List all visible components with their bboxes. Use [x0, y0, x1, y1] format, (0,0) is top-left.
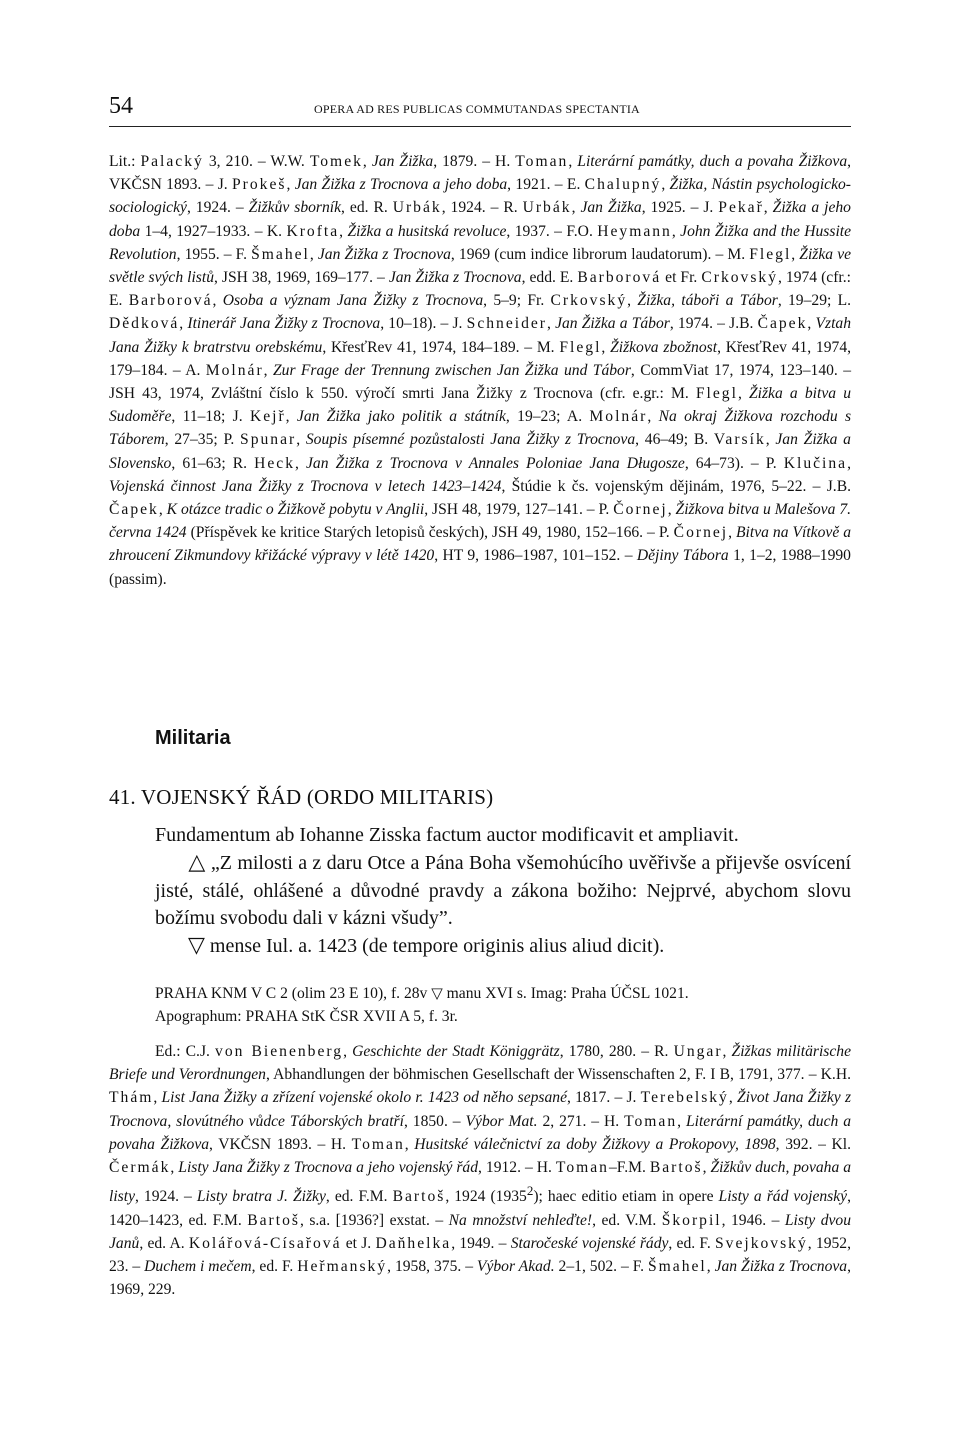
text-run: , 19–23; A. [505, 408, 590, 426]
text-run: , [179, 315, 188, 333]
text-run: , [170, 1159, 179, 1177]
text-run: , 1924. – R. [441, 199, 523, 217]
journal-title: OPERA AD RES PUBLICAS COMMUTANDAS SPECTANTIA [314, 102, 640, 116]
text-run: , VKČSN 1893. – H. [209, 1135, 352, 1153]
title-italic: Žižkův sborník [248, 199, 342, 217]
title-italic: Vztah Jana Žižky k bratrstvu orebskému [109, 315, 852, 356]
title-italic: Jan Žižka z Trocnova [714, 1258, 848, 1276]
page-number: 54 [109, 93, 133, 119]
title-italic: Jan Žižka z Trocnova [388, 269, 522, 287]
manuscript-block [155, 982, 851, 1028]
section-heading: Militaria [155, 727, 231, 749]
author-name: Bartoš [392, 1188, 446, 1206]
text-run: , 64–73). – P. [684, 454, 784, 472]
text-run: , [737, 385, 749, 403]
title-italic: Listy dvou Janů [109, 1211, 851, 1252]
author-name: Palacký [140, 153, 204, 170]
title-italic: Literární památky, duch a povaha Žižkova [109, 1112, 852, 1153]
title-italic: Žižkas militärische Briefe und Verordnungen [109, 1043, 851, 1084]
text-run: , [661, 176, 670, 194]
text-run: , [153, 1089, 162, 1107]
author-name: Svejkovský [714, 1234, 808, 1252]
author-name: Čornej [613, 501, 668, 519]
text-run: , [263, 361, 273, 379]
text-run: , [728, 1089, 737, 1107]
title-italic: Husitské válečnictví za doby Žižkovy a Prokopovy, 1898 [414, 1135, 776, 1153]
text-run: , [296, 431, 306, 449]
title-italic: Duchem i mečem [144, 1258, 252, 1276]
text-run: 1–4, 1927–1933. – K. [140, 222, 287, 240]
title-italic: Výbor Akad. [476, 1258, 555, 1276]
title-italic: List Jana Žižky a zřízení vojenské okolo r. 1423 od něho sepsané [161, 1089, 568, 1107]
title-italic: Jan Žižka [371, 153, 434, 170]
author-name: Tomek [309, 153, 363, 170]
author-name: Daňhelka [375, 1234, 452, 1252]
author-name: Toman [351, 1135, 405, 1153]
author-name: Kolářová-Císařová [188, 1234, 342, 1252]
text-run: , 1912. – H. [478, 1159, 556, 1177]
text-run: et J. [341, 1234, 376, 1252]
text-run: , ed. R. [341, 199, 393, 217]
text-run: , Štúdie k čs. vojenským dějinám, 1976, 5–22. – J.B. [501, 477, 851, 495]
author-name: Šmahel [251, 245, 310, 263]
author-name: Ungar [673, 1043, 723, 1060]
text-run: , 61–63; R. [171, 454, 255, 472]
text-run: , [286, 176, 295, 194]
title-italic: Žižka, Nástin psychologicko-sociologický [109, 176, 852, 217]
text-run: , [404, 1135, 415, 1153]
author-name: Flegl [559, 338, 602, 356]
manuscript-triangle-icon: ▽ [431, 984, 443, 1002]
title-italic: Jan Žižka a Slovensko [109, 431, 851, 472]
title-italic: Dějiny Tábora [636, 547, 729, 565]
text-run: , 1924. – [135, 1188, 197, 1206]
author-name: von Bienenberg [215, 1043, 344, 1060]
author-name: Barborová [128, 292, 213, 310]
text-run: , [765, 431, 776, 449]
title-italic: Listy a řád vojenský [718, 1188, 848, 1206]
author-name: Kejř [249, 408, 286, 426]
text-run: , [295, 454, 306, 472]
title-italic: Listy Jana Žižky z Trocnova a jeho vojenský řád [178, 1159, 479, 1177]
title-italic: K otázce tradic o Žižkově pobytu v Anglii [166, 501, 425, 519]
text-run: , KřesťRev 41, 1974, 179–184. – A. [109, 338, 852, 379]
title-italic: Jan Žižka z Trocnova [317, 245, 451, 263]
author-name: Pekař [718, 199, 764, 217]
title-italic: Itinerář Jana Žižky z Trocnova [187, 315, 381, 333]
text-run: , ed. F.M. [325, 1188, 393, 1206]
title-italic: Žižka a husitská revoluce [347, 222, 507, 240]
text-run: –F.M. [608, 1159, 650, 1177]
author-name: Čapek [109, 501, 159, 519]
incipit-block [155, 822, 851, 960]
incipit-start-triangle-icon: △ [188, 850, 206, 876]
incipit-end-triangle-icon: ▽ [188, 933, 205, 959]
text-run: , CommViat 17, 1974, 123–140. – JSH 43, 1974, Zvláštní číslo k 550. výročí smrti Jana Žižky z Trocnova (cfr. e.gr.: M. [109, 361, 851, 403]
text-run: , [722, 1043, 732, 1060]
text-run: , [702, 1159, 711, 1177]
title-italic: Žižka ve světle svých listů [109, 245, 852, 287]
title-italic: Zur Frage der Trennung zwischen Jan Žižka und Tábor [272, 361, 631, 379]
text-run: , ed. V.M. [592, 1211, 662, 1229]
document-title: 41. VOJENSKÝ ŘÁD (ORDO MILITARIS) [109, 785, 494, 809]
title-italic: Listy bratra J. Žižky [196, 1188, 326, 1206]
title-italic: Žižka a bitva u Sudoměře [109, 385, 851, 426]
incipit-end-text: mense Iul. a. 1423 (de tempore originis alius aliud dicit). [209, 935, 665, 958]
author-name: Škorpil [661, 1211, 722, 1229]
manuscript-line2: Apographum: PRAHA StK ČSR XVII A 5, f. 3r. [155, 1008, 458, 1026]
text-run: , [706, 1258, 715, 1276]
author-name: Urbák [522, 199, 572, 217]
text-run: , [847, 454, 851, 472]
author-name: Flegl [749, 245, 792, 263]
text-run: , [309, 245, 318, 263]
title-italic: Vojenská činnost Jana Žižky z Trocnova v letech 1423–1424 [109, 477, 502, 495]
text-run: , 1925. – J. [641, 199, 719, 217]
author-name: Šmahel [647, 1258, 707, 1276]
text-run: , 1924. – [186, 199, 249, 217]
text-run: , [728, 524, 737, 542]
text-run: , 1946. – [721, 1211, 785, 1229]
text-run: 2, 271. – H. [537, 1112, 625, 1130]
text-run: , [647, 408, 659, 426]
text-run: , [807, 315, 816, 333]
text-run: , 1974. – J.B. [669, 315, 758, 333]
title-italic: Jan Žižka a Tábor [555, 315, 670, 333]
text-run: Lit.: [109, 153, 141, 170]
author-name: Barborová [577, 269, 662, 287]
text-run: , 1420–1423, ed. F.M. [109, 1188, 851, 1229]
author-name: Dědková [109, 315, 180, 333]
text-run: , ed. F. [251, 1258, 298, 1276]
title-italic: Jan Žižka [580, 199, 642, 217]
author-name: Heymann [597, 222, 672, 240]
author-name: Schneider [466, 315, 547, 333]
title-italic: Na okraj Žižkova rozchodu s Táborem [109, 408, 852, 449]
title-italic: Jan Žižka z Trocnova v Annales Poloniae Jana Długosze [305, 454, 685, 472]
text-run: , [671, 222, 681, 240]
text-run: , [547, 315, 556, 333]
text-run: , [667, 501, 676, 519]
title-italic: Žižka a jeho doba [109, 199, 851, 240]
text-run: , [362, 153, 372, 170]
title-italic: Geschichte der Stadt Königgrätz [352, 1043, 560, 1060]
title-italic: Žižkův duch, povaha a listy [109, 1159, 852, 1206]
author-name: Thám [109, 1089, 154, 1107]
title-italic: Jan Žižka jako politik a státník [296, 408, 506, 426]
editions-paragraph [109, 1040, 851, 1301]
title-italic: Jan Žižka z Trocnova a jeho doba [294, 176, 508, 194]
text-run: , [763, 199, 773, 217]
author-name: Heřmanský [297, 1258, 388, 1276]
author-name: Krofta [286, 222, 340, 240]
text-run: , 1780, 280. – R. [559, 1043, 674, 1060]
author-name: Molnár [205, 361, 264, 379]
text-run: , JSH 38, 1969, 169–177. – [214, 269, 389, 287]
text-run: , [285, 408, 297, 426]
text-run: , edd. E. [521, 269, 578, 287]
author-name: Toman [624, 1112, 678, 1130]
text-run: , [601, 338, 611, 356]
text-run: , JSH 48, 1979, 127–141. – P. [424, 501, 614, 519]
incipit-note: Fundamentum ab Iohanne Zisska factum auctor modificavit et ampliavit. [155, 824, 739, 846]
text-run: , ed. A. [139, 1234, 189, 1252]
text-run: , [339, 222, 348, 240]
author-name: Toman [555, 1159, 609, 1177]
text-run: , [677, 1112, 686, 1130]
text-run: , [568, 153, 578, 170]
author-name: Čapek [757, 315, 808, 333]
author-name: Bartoš [649, 1159, 703, 1177]
author-name: Crkovský [550, 292, 628, 310]
text-run: et Fr. [661, 269, 702, 287]
author-name: Urbák [392, 199, 442, 217]
text-run: 2–1, 502. – F. [554, 1258, 648, 1276]
author-name: Čornej [673, 524, 729, 542]
text-run: (Příspěvek ke kritice Starých letopisů českých), JSH 49, 1980, 152–166. – P. [186, 524, 674, 542]
text-run: , KřesťRev 41, 1974, 184–189. – M. [322, 338, 560, 356]
text-run: , 10–18). – J. [380, 315, 467, 333]
author-name: Terebelský [640, 1089, 729, 1107]
title-italic: Žižkova zbožnost [610, 338, 718, 356]
text-run: , 1937. – F.O. [506, 222, 598, 240]
author-name: Flegl [695, 385, 738, 403]
text-run: ); haec editio etiam in opere [533, 1188, 719, 1206]
text-run: , 46–49; B. [635, 431, 714, 449]
author-name: Heck [254, 454, 295, 472]
author-name: Crkovský [701, 269, 778, 287]
author-name: Toman [515, 153, 569, 170]
text-run: , 19–29; L. [777, 292, 852, 310]
text-run: , [212, 292, 223, 310]
text-run: , 11–18; J. [171, 408, 250, 426]
title-italic: Bitva na Vítkově a zhroucení Zikmundovy křižácké výpravy v létě 1420 [109, 524, 852, 565]
literature-paragraph [109, 150, 851, 591]
title-italic: Život Jana Žižky z Trocnova, slovútného vůdce Táborských bratří [109, 1089, 852, 1130]
text-run: , HT 9, 1986–1987, 101–152. – [434, 547, 637, 565]
text-run: , [343, 1043, 353, 1060]
text-run: 1, 1–2, 1988–1990 (passim). [109, 547, 851, 588]
title-italic: Osoba a význam Jana Žižky z Trocnova [222, 292, 484, 310]
title-italic: Staročeské vojenské řády [510, 1234, 669, 1252]
text-run: , 1974 (cfr.: E. [109, 269, 851, 310]
text-run: , 1850. – [403, 1112, 466, 1130]
text-run: , 1921. – E. [507, 176, 585, 194]
text-run: , 1817. – J. [567, 1089, 641, 1107]
superscript: 2 [526, 1183, 534, 1199]
title-italic: Literární památky, duch a povaha Žižkova [577, 153, 848, 170]
text-run: , Abhandlungen der böhmischen Gesellschaft der Wissenschaften 2, F. I B, 1791, 377. – K.H. [265, 1066, 851, 1084]
incipit-start-text: „Z milosti a z daru Otce a Pána Boha všemohúcího uvěřivše a přijevše osvícení jisté, stálé, ohlášené a důvodné pravdy a zákona božiho: Nejprvé, abychom slovu božímu svobodu dali v kázni všudy”. [155, 852, 852, 929]
text-run: , 1958, 375. – [387, 1258, 477, 1276]
title-italic: Soupis písemné pozůstalosti Jana Žižky z Trocnova [305, 431, 636, 449]
running-head [109, 92, 851, 127]
text-run: , 1969 (cum indice librorum laudatorum). – M. [450, 245, 750, 263]
text-run: , ed. F. [668, 1234, 715, 1252]
text-run: , 1955. – F. [176, 245, 252, 263]
title-italic: Na množství nehleďte! [448, 1211, 593, 1229]
author-name: Prokeš [232, 176, 287, 194]
text-run: , 1924 (1935 [445, 1188, 527, 1206]
manuscript-line1-after: manu XVI s. Imag: Praha ÚČSL 1021. [442, 985, 689, 1002]
author-name: Bartoš [247, 1211, 300, 1229]
title-italic: John Žižka and the Hussite Revolution [109, 222, 852, 263]
author-name: Chalupný [584, 176, 662, 194]
author-name: Klučina [783, 454, 848, 472]
text-run: , 5–9; Fr. [483, 292, 551, 310]
text-run: , 1879. – H. [433, 153, 516, 170]
author-name: Molnár [589, 408, 648, 426]
manuscript-line1-before: PRAHA KNM V C 2 (olim 23 E 10), f. 28v [155, 985, 432, 1002]
text-run: 3, 210. – W.W. [203, 153, 310, 170]
author-name: Čermák [109, 1159, 171, 1177]
text-run: , 1969, 229. [109, 1258, 851, 1299]
text-run: , [791, 245, 800, 263]
author-name: Spunar [240, 431, 297, 449]
text-run: , [571, 199, 581, 217]
text-run: Ed.: C.J. [155, 1043, 216, 1060]
author-name: Varsík [713, 431, 766, 449]
text-run: , 1949. – [451, 1234, 511, 1252]
text-run: , 392. – Kl. [775, 1135, 852, 1153]
title-italic: Výbor Mat. [465, 1112, 538, 1130]
text-run: , VKČSN 1893. – J. [109, 153, 852, 194]
text-run: , 27–35; P. [164, 431, 241, 449]
title-italic: Žižka, táboři a Tábor [637, 292, 778, 310]
text-run: , [627, 292, 638, 310]
title-italic: Žižkova bitva u Malešova 7. června 1424 [109, 501, 852, 542]
text-run: , [158, 501, 167, 519]
text-run: , s.a. [1936?] exstat. – [299, 1211, 449, 1229]
text-run: , 1952, 23. – [109, 1234, 851, 1276]
